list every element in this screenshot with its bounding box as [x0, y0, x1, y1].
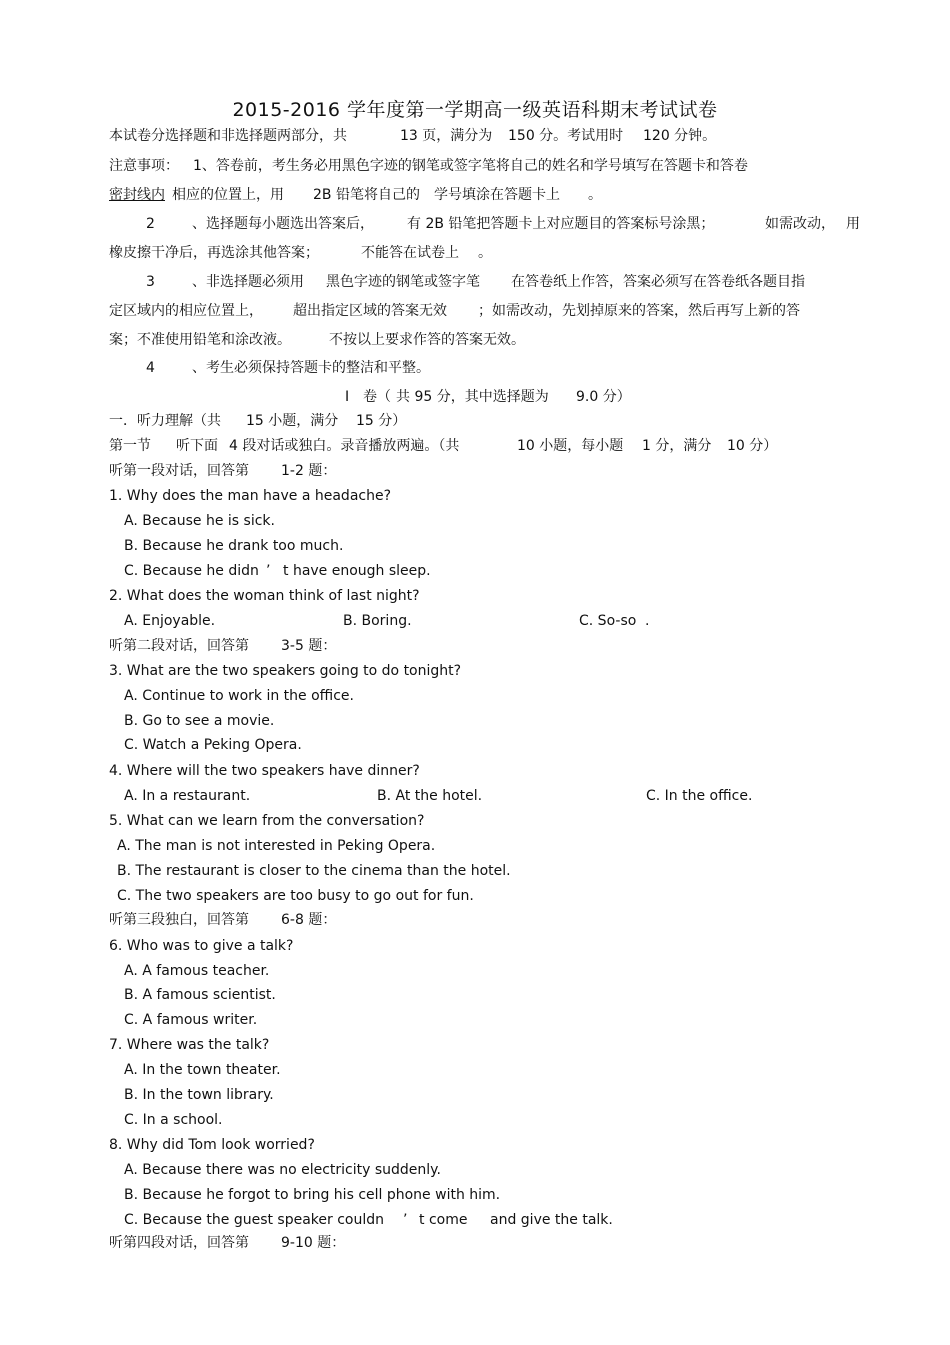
text-segment: 密封线内	[109, 187, 165, 203]
text-segment: 4. Where will the two speakers have dinner?	[109, 763, 420, 779]
text-segment: .	[645, 613, 650, 629]
text-segment: 在答卷纸上作答，答案必须写在答卷纸各题目指	[511, 274, 805, 290]
text-segment: 9.0 分）	[576, 389, 631, 405]
text-segment: C. A famous writer.	[124, 1012, 258, 1028]
text-segment: C. The two speakers are too busy to go out for fun.	[117, 888, 474, 904]
text-segment: C. In the office.	[646, 788, 753, 804]
text-segment: A. Enjoyable.	[124, 613, 216, 629]
text-segment: 7. Where was the talk?	[109, 1037, 270, 1053]
text-segment: 1 分，满分	[642, 438, 712, 454]
text-segment: 超出指定区域的答案无效	[293, 303, 447, 319]
text-segment: A. Continue to work in the office.	[124, 688, 354, 704]
text-segment: 5. What can we learn from the conversation?	[109, 813, 425, 829]
text-segment: 案；不准使用铅笔和涂改液。	[109, 332, 291, 348]
text-segment: 13 页，满分为	[400, 128, 493, 144]
text-segment: and give the talk.	[490, 1212, 613, 1228]
text-segment: 150 分。考试用时	[508, 128, 624, 144]
text-segment: 橡皮擦干净后，再选涂其他答案；	[109, 245, 319, 261]
text-segment: 听第四段对话，回答第	[109, 1235, 249, 1251]
text-segment: 卷（	[363, 389, 391, 405]
text-segment: t have enough sleep.	[283, 563, 431, 579]
text-segment: 。	[588, 187, 602, 203]
text-segment: C. In a school.	[124, 1112, 223, 1128]
text-segment: 3	[146, 274, 155, 290]
text-segment: 不能答在试卷上	[361, 245, 459, 261]
text-segment: B. At the hotel.	[377, 788, 483, 804]
text-segment: A. In the town theater.	[124, 1062, 281, 1078]
text-segment: 10 小题，每小题	[517, 438, 624, 454]
text-segment: A. In a restaurant.	[124, 788, 251, 804]
text-segment: 有 2B 铅笔把答题卡上对应题目的答案标号涂黑；	[407, 216, 715, 232]
text-segment: ’	[403, 1212, 408, 1228]
text-segment: 听下面	[176, 438, 218, 454]
text-segment: 、选择题每小题选出答案后，	[192, 216, 374, 232]
text-segment: 4 段对话或独白。录音播放两遍。（共	[229, 438, 460, 454]
text-segment: 定区域内的相应位置上，	[109, 303, 263, 319]
text-segment: 用	[846, 216, 860, 232]
text-segment: 学号填涂在答题卡上	[434, 187, 560, 203]
text-segment: I	[345, 389, 350, 405]
text-segment: 8. Why did Tom look worried?	[109, 1137, 315, 1153]
text-segment: 15 小题，满分	[246, 413, 339, 429]
text-segment: 2	[146, 216, 155, 232]
text-segment: 。	[478, 245, 492, 261]
text-segment: A. The man is not interested in Peking Opera.	[117, 838, 436, 854]
text-segment: 1. Why does the man have a headache?	[109, 488, 392, 504]
text-segment: 一．听力理解（共	[109, 413, 221, 429]
text-segment: 听第二段对话，回答第	[109, 638, 249, 654]
text-segment: t come	[419, 1212, 468, 1228]
text-segment: 注意事项：	[109, 158, 179, 174]
text-segment: 1、答卷前，考生务必用黑色字迹的钢笔或签字笔将自己的姓名和学号填写在答题卡和答卷	[193, 158, 748, 174]
text-segment: B. Because he drank too much.	[124, 538, 344, 554]
text-segment: 、非选择题必须用	[192, 274, 304, 290]
text-segment: B. The restaurant is closer to the cinema than the hotel.	[117, 863, 511, 879]
text-segment: 6. Who was to give a talk?	[109, 938, 294, 954]
text-segment: ’	[266, 563, 271, 579]
text-segment: 黑色字迹的钢笔或签字笔	[326, 274, 480, 290]
text-segment: 、考生必须保持答题卡的整洁和平整。	[192, 360, 430, 376]
text-segment: 不按以上要求作答的答案无效。	[329, 332, 525, 348]
text-segment: A. A famous teacher.	[124, 963, 270, 979]
text-segment: C. So-so	[579, 613, 637, 629]
text-segment: B. Go to see a movie.	[124, 713, 275, 729]
text-segment: 1-2 题：	[281, 463, 337, 479]
text-segment: 3-5 题：	[281, 638, 337, 654]
text-segment: B. Boring.	[343, 613, 412, 629]
text-segment: 120 分钟。	[643, 128, 717, 144]
text-segment: 相应的位置上，用	[172, 187, 284, 203]
text-segment: 4	[146, 360, 155, 376]
exam-title: 2015-2016 学年度第一学期高一级英语科期末考试试卷	[232, 99, 718, 121]
text-segment: 如需改动，	[765, 216, 835, 232]
text-segment: 第一节	[109, 438, 151, 454]
text-segment: B. In the town library.	[124, 1087, 274, 1103]
text-segment: 3. What are the two speakers going to do tonight?	[109, 663, 462, 679]
text-segment: 听第三段独白，回答第	[109, 912, 249, 928]
text-segment: 听第一段对话，回答第	[109, 463, 249, 479]
text-segment: 10 分）	[727, 438, 778, 454]
text-segment: C. Watch a Peking Opera.	[124, 737, 302, 753]
text-segment: 15 分）	[356, 413, 407, 429]
text-segment: 本试卷分选择题和非选择题两部分，共	[109, 128, 347, 144]
text-segment: 共 95 分，其中选择题为	[396, 389, 549, 405]
text-segment: B. Because he forgot to bring his cell phone with him.	[124, 1187, 501, 1203]
text-segment: 9-10 题：	[281, 1235, 346, 1251]
text-segment: ；如需改动，先划掉原来的答案，然后再写上新的答	[478, 303, 800, 319]
text-segment: C. Because he didn	[124, 563, 259, 579]
text-segment: 2. What does the woman think of last night?	[109, 588, 420, 604]
text-segment: 2B 铅笔将自己的	[313, 187, 420, 203]
text-segment: B. A famous scientist.	[124, 987, 276, 1003]
text-segment: C. Because the guest speaker couldn	[124, 1212, 385, 1228]
text-segment: 6-8 题：	[281, 912, 337, 928]
text-segment: A. Because he is sick.	[124, 513, 275, 529]
text-segment: A. Because there was no electricity suddenly.	[124, 1162, 441, 1178]
